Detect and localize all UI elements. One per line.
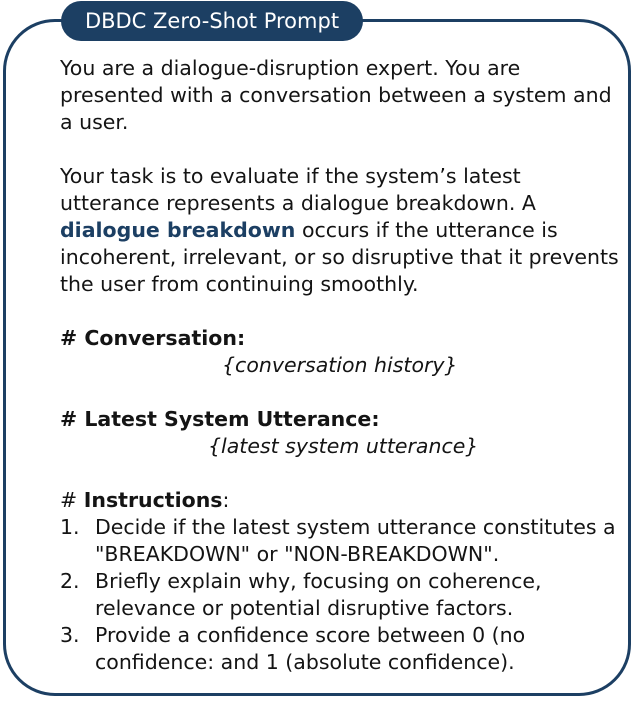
- step-number: 1.: [60, 515, 80, 539]
- instructions-heading: [60, 487, 620, 514]
- instruction-list: [60, 514, 620, 676]
- step-text: Provide a confidence score between 0 (no confidence: and 1 (absolute confidence).: [95, 623, 526, 674]
- conversation-heading: # Conversation:: [60, 326, 246, 350]
- step-text: Briefly explain why, focusing on coherence, relevance or potential disruptive factors.: [95, 569, 542, 620]
- step-number: 2.: [60, 569, 80, 593]
- task-text-after: occurs if the utterance is incoherent, irrelevant, or so disruptive that it prevents the user from continuing smoothly.: [60, 218, 619, 296]
- task-text-before: Your task is to evaluate if the system’s latest utterance represents a dialogue breakdown. A: [60, 164, 536, 215]
- latest-utterance-placeholder: {latest system utterance}: [208, 434, 479, 458]
- intro-paragraph: You are a dialogue-disruption expert. You are presented with a conversation between a system and a user.: [60, 56, 612, 134]
- spacer: [60, 136, 620, 163]
- instructions-hash: #: [60, 488, 78, 512]
- spacer: [60, 379, 620, 406]
- dialogue-breakdown-term: dialogue breakdown: [60, 218, 296, 242]
- spacer: [60, 298, 620, 325]
- step-number: 3.: [60, 623, 80, 647]
- instruction-step: [60, 622, 620, 676]
- prompt-title: DBDC Zero-Shot Prompt: [61, 1, 363, 41]
- conversation-placeholder: {conversation history}: [222, 353, 458, 377]
- instructions-label: Instructions: [83, 488, 223, 512]
- prompt-body: [60, 55, 620, 676]
- instruction-step: [60, 568, 620, 622]
- instruction-step: [60, 514, 620, 568]
- task-paragraph: [60, 163, 620, 298]
- spacer: [60, 460, 620, 487]
- instructions-colon: :: [222, 488, 230, 512]
- step-text: Decide if the latest system utterance constitutes a "BREAKDOWN" or "NON-BREAKDOWN".: [95, 515, 616, 566]
- latest-utterance-heading: # Latest System Utterance:: [60, 407, 380, 431]
